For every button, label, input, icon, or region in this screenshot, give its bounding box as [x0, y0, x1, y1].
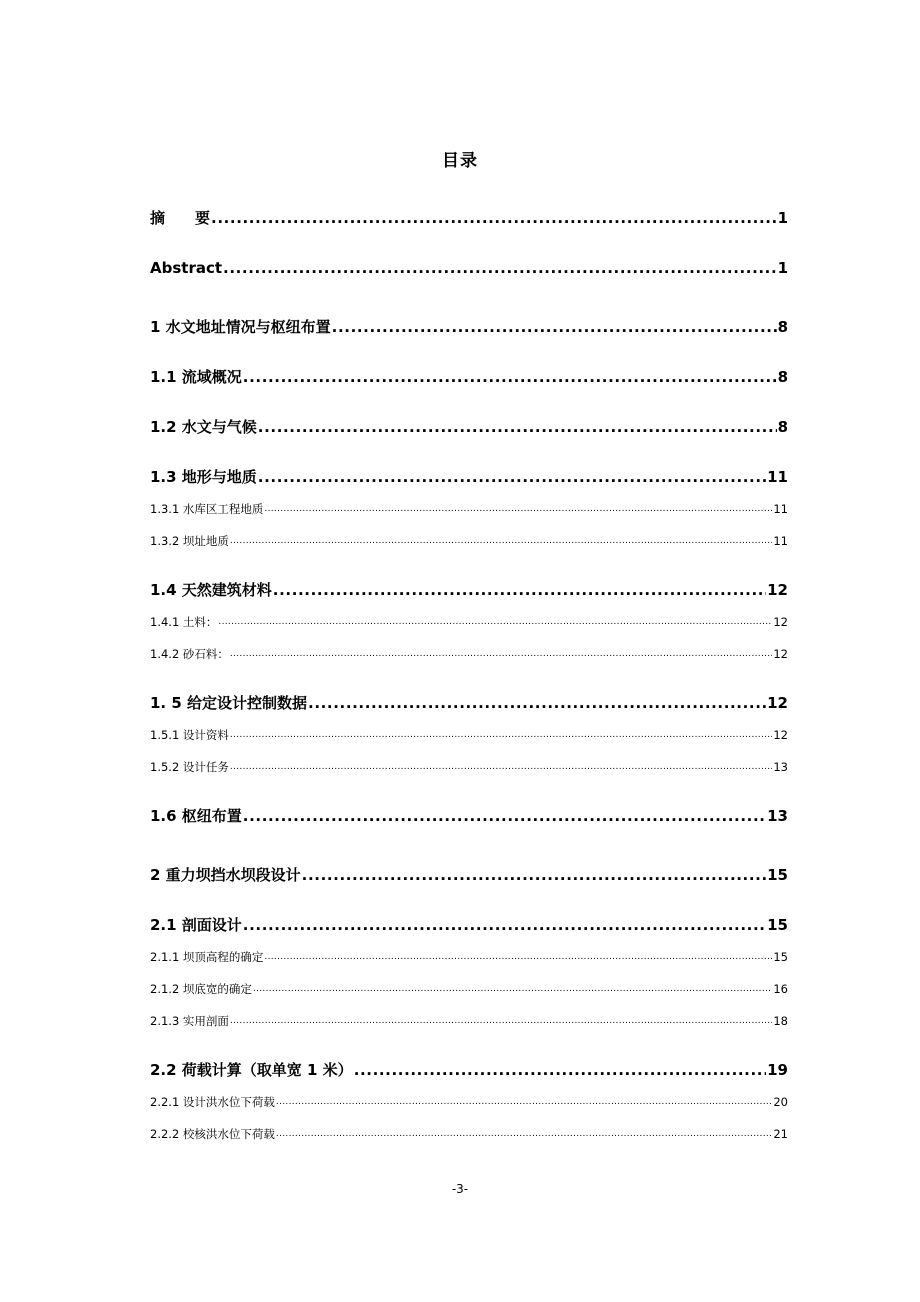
toc-entry-label: 2.1 剖面设计	[150, 916, 242, 934]
toc-entry-page: 11	[773, 534, 788, 548]
toc-entry-label: 2.1.3 实用剖面	[150, 1014, 229, 1028]
toc-entry-page: 12	[773, 728, 788, 742]
toc-entry-page: 12	[767, 694, 788, 712]
toc-entry-1-2[interactable]	[150, 417, 788, 437]
dot-leader	[211, 208, 777, 228]
toc-entry-label: 1.4.2 砂石料：	[150, 647, 229, 661]
dot-leader	[258, 417, 777, 437]
dot-leader	[332, 317, 777, 337]
toc-entry-page: 20	[773, 1095, 788, 1109]
toc-entry-page: 13	[767, 807, 788, 825]
toc-entry-page: 12	[773, 615, 788, 629]
dot-leader	[276, 1094, 772, 1110]
dot-leader	[258, 467, 766, 487]
toc-entry-label: 2.2.2 校核洪水位下荷载	[150, 1127, 275, 1141]
toc-entry-1-5-1[interactable]	[150, 727, 788, 743]
dot-leader	[218, 614, 772, 630]
toc-entry-2-2-1[interactable]	[150, 1094, 788, 1110]
toc-entry-label: 1.5.1 设计资料	[150, 728, 229, 742]
toc-entry-label: 1.3 地形与地质	[150, 468, 257, 486]
page-title: 目录	[442, 151, 478, 171]
toc-entry-page: 1	[777, 259, 788, 277]
toc-entry-1-6[interactable]	[150, 806, 788, 826]
toc-entry-2-1-1[interactable]	[150, 949, 788, 965]
toc-entry-page: 19	[767, 1061, 788, 1079]
toc-entry-label: 1.3.2 坝址地质	[150, 534, 229, 548]
toc-entry-page: 8	[777, 318, 788, 336]
toc-entry-1-5-2[interactable]	[150, 759, 788, 775]
toc-entry-1-5[interactable]	[150, 693, 788, 713]
toc-entry-1-1[interactable]	[150, 367, 788, 387]
toc-entry-1-4-1[interactable]	[150, 614, 788, 630]
dot-leader	[264, 949, 772, 965]
dot-leader	[243, 915, 766, 935]
dot-leader	[273, 580, 766, 600]
toc-entry-label: 摘 要	[150, 209, 211, 227]
toc-entry-page: 8	[777, 418, 788, 436]
toc-entry-label: 1.4.1 土料：	[150, 615, 218, 629]
dot-leader	[354, 1060, 766, 1080]
dot-leader	[253, 981, 772, 997]
toc-entry-label: 2.2.1 设计洪水位下荷载	[150, 1095, 275, 1109]
dot-leader	[264, 501, 772, 517]
dot-leader	[243, 367, 777, 387]
toc-entry-label: 1.2 水文与气候	[150, 418, 257, 436]
toc-entry-2-2[interactable]	[150, 1060, 788, 1080]
toc-entry-2-1-3[interactable]	[150, 1013, 788, 1029]
dot-leader	[230, 646, 772, 662]
toc-entry-page: 15	[767, 916, 788, 934]
toc-entry-1-4[interactable]	[150, 580, 788, 600]
dot-leader	[223, 258, 777, 278]
toc-entry-2-1[interactable]	[150, 915, 788, 935]
toc-entry-page: 8	[777, 368, 788, 386]
toc-entry-label: 2 重力坝挡水坝段设计	[150, 866, 301, 884]
toc-entry-label: 1.4 天然建筑材料	[150, 581, 272, 599]
toc-entry-label: 1.5.2 设计任务	[150, 760, 229, 774]
toc-entry-1-3-1[interactable]	[150, 501, 788, 517]
toc-entry-page: 15	[773, 950, 788, 964]
toc-entry-abstract[interactable]	[150, 258, 788, 278]
toc-entry-label: Abstract	[150, 259, 223, 277]
toc-entry-summary[interactable]	[150, 208, 788, 228]
toc-entry-label: 1. 5 给定设计控制数据	[150, 694, 308, 712]
dot-leader	[243, 806, 766, 826]
toc-entry-label: 1.1 流域概况	[150, 368, 242, 386]
toc-entry-page: 12	[767, 581, 788, 599]
dot-leader	[230, 1013, 772, 1029]
toc-entry-2-1-2[interactable]	[150, 981, 788, 997]
toc-entry-page: 21	[773, 1127, 788, 1141]
toc-entry-page: 12	[773, 647, 788, 661]
dot-leader	[230, 759, 772, 775]
toc-entry-1-3-2[interactable]	[150, 533, 788, 549]
dot-leader	[302, 865, 766, 885]
toc-entry-label: 1.6 枢纽布置	[150, 807, 242, 825]
toc-entry-1-3[interactable]	[150, 467, 788, 487]
toc-entry-1-4-2[interactable]	[150, 646, 788, 662]
toc-entry-page: 15	[767, 866, 788, 884]
toc-entry-page: 11	[767, 468, 788, 486]
toc-entry-chapter-2[interactable]	[150, 865, 788, 885]
toc-entry-2-2-2[interactable]	[150, 1126, 788, 1142]
toc-entry-chapter-1[interactable]	[150, 317, 788, 337]
toc-entry-page: 1	[777, 209, 788, 227]
toc-entry-page: 13	[773, 760, 788, 774]
dot-leader	[308, 693, 766, 713]
dot-leader	[230, 727, 772, 743]
toc-entry-page: 18	[773, 1014, 788, 1028]
toc-entry-label: 1.3.1 水库区工程地质	[150, 502, 264, 516]
dot-leader	[276, 1126, 772, 1142]
toc-entry-label: 1 水文地址情况与枢纽布置	[150, 318, 331, 336]
dot-leader	[230, 533, 772, 549]
toc-entry-label: 2.1.1 坝顶高程的确定	[150, 950, 264, 964]
toc-entry-page: 16	[773, 982, 788, 996]
toc-entry-label: 2.2 荷载计算（取单宽 1 米）	[150, 1061, 353, 1079]
toc-entry-label: 2.1.2 坝底宽的确定	[150, 982, 252, 996]
toc-entry-page: 11	[773, 502, 788, 516]
page-number: -3-	[451, 1182, 469, 1196]
